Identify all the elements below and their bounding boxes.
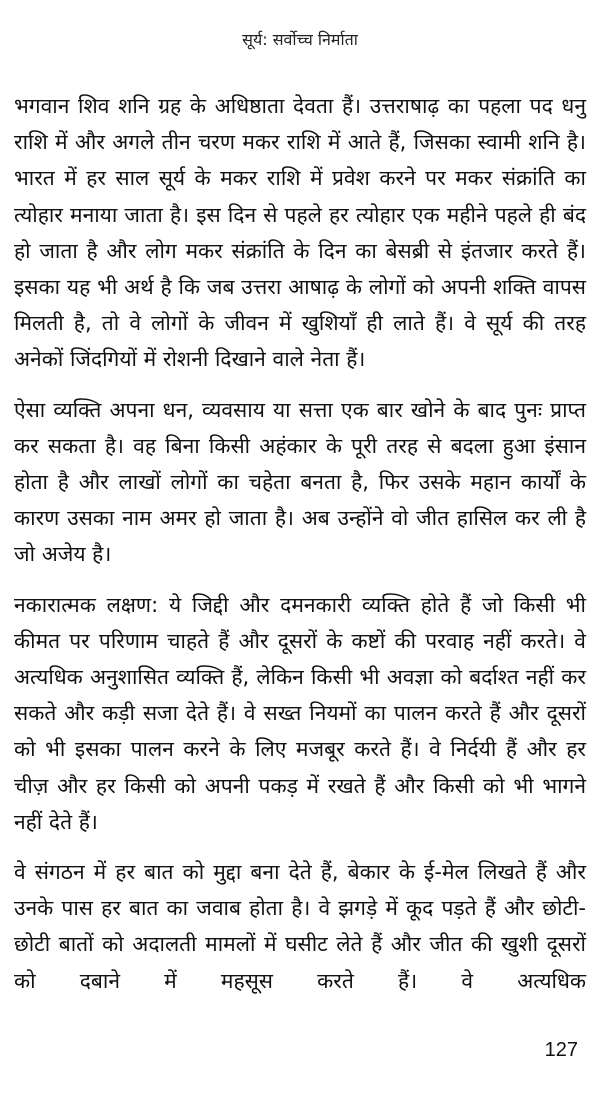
paragraph-organisation-behaviour: वे संगठन में हर बात को मुद्दा बना देते हैं, बेकार के ई-मेल लिखते हैं और उनके पास हर बात का जवाब होता है। वे झगड़े में कूद पड़ते हैं और छोटी-छोटी बातों को अदालती मामलों में घसीट लेते हैं और जीत की खुशी दूसरों को दबाने में महसूस करते हैं। वे अत्यधिक [14,860,586,993]
page-number: 127 [544,1039,578,1061]
running-header-title: सूर्य: सर्वोच्च निर्माता [242,30,358,49]
paragraph-regained-wealth: ऐसा व्यक्ति अपना धन, व्यवसाय या सत्ता एक बार खोने के बाद पुनः प्राप्त कर सकता है। वह बिना किसी अहंकार के पूरी तरह से बदला हुआ इंसान होता है और लाखों लोगों का चहेता बनता है, फिर उसके महान कार्यों के कारण उसका नाम अमर हो जाता है। अब उन्होंने वो जीत हासिल कर ली है जो अजेय है। [14,397,586,567]
paragraph-negative-traits: नकारात्मक लक्षण: ये जिद्दी और दमनकारी व्यक्ति होते हैं जो किसी भी कीमत पर परिणाम चाहते हैं और दूसरों के कष्टों की परवाह नहीं करते। वे अत्यधिक अनुशासित व्यक्ति हैं, लेकिन किसी भी अवज्ञा को बर्दाश्त नहीं कर सकते और कड़ी सजा देते हैं। वे सख्त नियमों का पालन करते हैं और दूसरों को भी इसका पालन करने के लिए मजबूर करते हैं। वे निर्दयी हैं और हर चीज़ और हर किसी को अपनी पकड़ में रखते हैं और किसी को भी भागने नहीं देते हैं। [14,592,586,834]
body-text [14,88,586,1013]
paragraph-shani-uttarashadha: भगवान शिव शनि ग्रह के अधिष्ठाता देवता हैं। उत्तराषाढ़ का पहला पद धनु राशि में और अगले तीन चरण मकर राशि में आते हैं, जिसका स्वामी शनि है। भारत में हर साल सूर्य के मकर राशि में प्रवेश करने पर मकर संक्रांति का त्योहार मनाया जाता है। इस दिन से पहले हर त्योहार एक महीने पहले ही बंद हो जाता है और लोग मकर संक्रांति के दिन का बेसब्री से इंतजार करते हैं। इसका यह भी अर्थ है कि जब उत्तरा आषाढ़ के लोगों को अपनी शक्ति वापस मिलती है, तो वे लोगों के जीवन में खुशियाँ ही लाते हैं। वे सूर्य की तरह अनेकों जिंदगियों में रोशनी दिखाने वाले नेता हैं। [14,94,586,372]
